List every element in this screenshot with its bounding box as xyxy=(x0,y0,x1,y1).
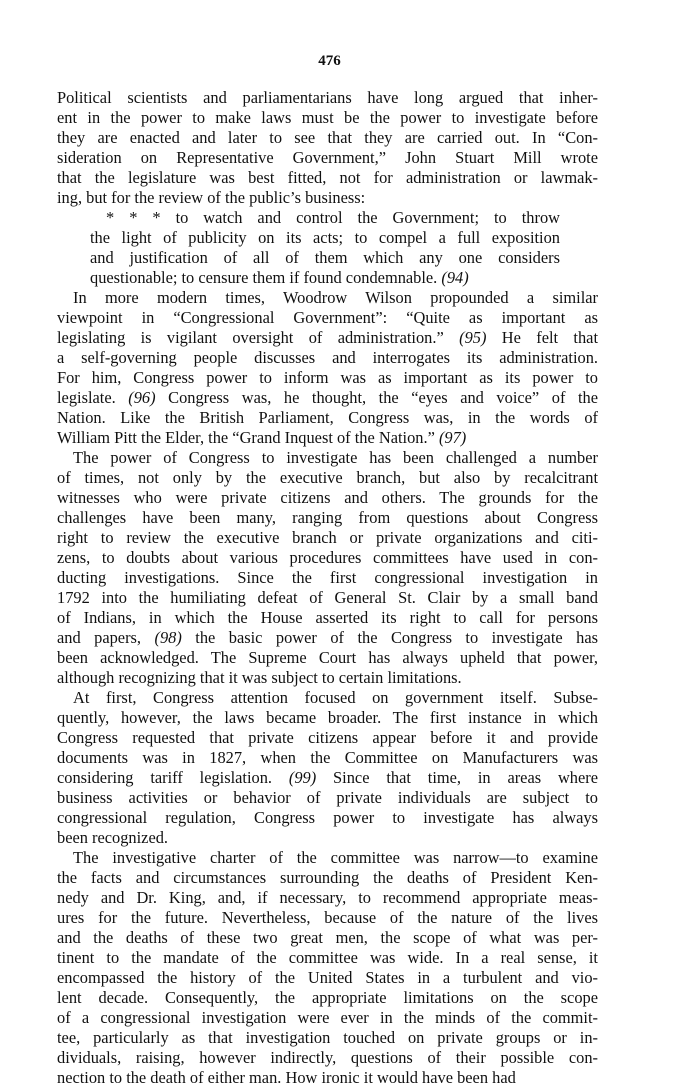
text-line: In more modern times, Woodrow Wilson propounded a similar xyxy=(73,288,598,307)
text-line: lent decade. Consequently, the appropriate limitations on the scope xyxy=(57,988,598,1007)
text-line: Nation. Like the British Parliament, Congress was, in the words of xyxy=(57,408,598,427)
footnote-reference: (95) xyxy=(459,328,487,347)
text-line: and papers, (98) the basic power of the Congress to investigate has xyxy=(57,628,598,647)
text-line: questionable; to censure them if found condemnable. (94) xyxy=(90,268,469,287)
text-line: been acknowledged. The Supreme Court has always upheld that power, xyxy=(57,648,598,667)
text-line: that the legislature was best fitted, not for administration or lawmak- xyxy=(57,168,598,187)
text-line: ent in the power to make laws must be the power to investigate before xyxy=(57,108,598,127)
text-line: dividuals, raising, however indirectly, questions of their possible con- xyxy=(57,1048,598,1067)
text-line: tee, particularly as that investigation touched on private groups or in- xyxy=(57,1028,598,1047)
text-line: legislating is vigilant oversight of administration.” (95) He felt that xyxy=(57,328,599,347)
text-line: tinent to the mandate of the committee was wide. In a real sense, it xyxy=(57,948,598,967)
text-line: documents was in 1827, when the Committee on Manufacturers was xyxy=(57,748,598,767)
text-line: The investigative charter of the committee was narrow—to examine xyxy=(73,848,598,867)
text-line: ures for the future. Nevertheless, because of the nature of the lives xyxy=(57,908,598,927)
text-line: Political scientists and parliamentarians have long argued that inher- xyxy=(57,88,598,107)
text-line: sideration on Representative Government,” John Stuart Mill wrote xyxy=(57,148,598,167)
text-line: nection to the death of either man. How ironic it would have been had xyxy=(57,1068,516,1087)
footnote-reference: (96) xyxy=(128,388,156,407)
text-line: For him, Congress power to inform was as important as its power to xyxy=(57,368,598,387)
text-line: right to review the executive branch or private organizations and citi- xyxy=(57,528,598,547)
text-line: William Pitt the Elder, the “Grand Inquest of the Nation.” (97) xyxy=(57,428,467,447)
text-line: congressional regulation, Congress power to investigate has always xyxy=(57,808,598,827)
text-line: The power of Congress to investigate has been challenged a number xyxy=(73,448,598,467)
paragraph xyxy=(57,448,598,688)
text-line: At first, Congress attention focused on government itself. Subse- xyxy=(73,688,598,707)
text-line: of times, not only by the executive branch, but also by recalcitrant xyxy=(57,468,598,487)
text-line: quently, however, the laws became broader. The first instance in which xyxy=(57,708,598,727)
text-line: considering tariff legislation. (99) Since that time, in areas where xyxy=(57,768,599,787)
text-line: they are enacted and later to see that they are carried out. In “Con- xyxy=(57,128,598,147)
text-line: and justification of all of them which any one considers xyxy=(90,248,560,267)
footnote-reference: (97) xyxy=(438,428,467,447)
text-line: challenges have been many, ranging from questions about Congress xyxy=(57,508,598,527)
text-line: of Indians, in which the House asserted its right to call for persons xyxy=(57,608,598,627)
text-line: although recognizing that it was subject to certain limitations. xyxy=(57,668,462,687)
footnote-reference: (94) xyxy=(441,268,469,287)
text-line: viewpoint in “Congressional Government”: “Quite as important as xyxy=(57,308,598,327)
paragraph xyxy=(57,848,598,1088)
paragraph xyxy=(57,88,598,208)
text-line: zens, to doubts about various procedures committees have used in con- xyxy=(57,548,598,567)
text-line: and the deaths of these two great men, the scope of what was per- xyxy=(57,928,598,947)
text-line: nedy and Dr. King, and, if necessary, to recommend appropriate meas- xyxy=(57,888,598,907)
text-line: ducting investigations. Since the first congressional investigation in xyxy=(57,568,598,587)
text-line: a self-governing people discusses and interrogates its administration. xyxy=(57,348,598,367)
document-body xyxy=(57,88,598,1088)
text-line: * * * to watch and control the Government; to throw xyxy=(106,208,560,227)
text-line: been recognized. xyxy=(57,828,169,847)
document-page xyxy=(57,52,598,1088)
text-line: legislate. (96) Congress was, he thought, the “eyes and voice” of the xyxy=(57,388,598,407)
paragraph xyxy=(57,688,598,848)
text-line: witnesses who were private citizens and others. The grounds for the xyxy=(57,488,598,507)
text-line: 1792 into the humiliating defeat of General St. Clair by a small band xyxy=(57,588,598,607)
text-line: the facts and circumstances surrounding the deaths of President Ken- xyxy=(57,868,598,887)
page-number: 476 xyxy=(318,53,341,69)
text-line: Congress requested that private citizens appear before it and provide xyxy=(57,728,598,747)
text-line: encompassed the history of the United States in a turbulent and vio- xyxy=(57,968,598,987)
paragraph xyxy=(57,288,598,448)
text-line: the light of publicity on its acts; to compel a full exposition xyxy=(90,228,560,247)
text-line: of a congressional investigation were ever in the minds of the commit- xyxy=(57,1008,598,1027)
block-quote xyxy=(90,208,560,288)
footnote-reference: (98) xyxy=(154,628,182,647)
footnote-reference: (99) xyxy=(288,768,317,787)
text-line: business activities or behavior of private individuals are subject to xyxy=(57,788,598,807)
text-line: ing, but for the review of the public’s business: xyxy=(57,188,366,207)
